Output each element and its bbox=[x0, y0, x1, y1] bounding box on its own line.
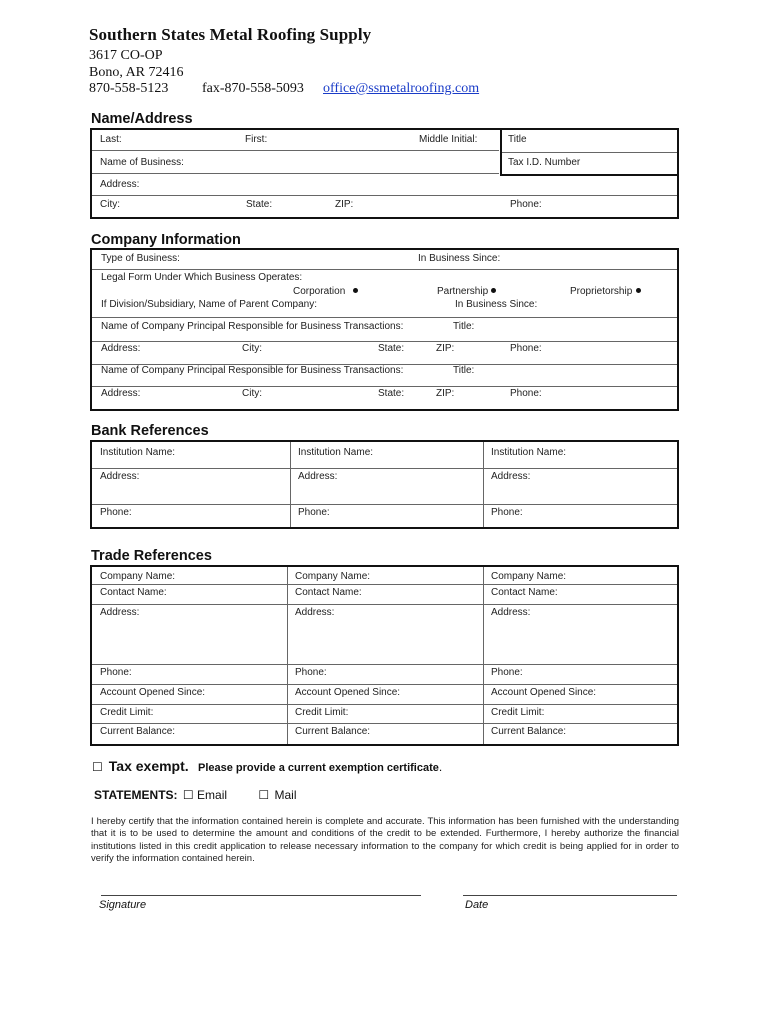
bank-address-row[interactable] bbox=[92, 469, 677, 505]
address-line-2: Bono, AR 72416 bbox=[89, 64, 184, 80]
bank-3-institution-label: Institution Name: bbox=[491, 447, 567, 458]
name-address-box bbox=[90, 128, 679, 219]
company-name: Southern States Metal Roofing Supply bbox=[89, 25, 372, 44]
bank-3-address-label: Address: bbox=[491, 471, 531, 482]
tax-exempt-label: Tax exempt bbox=[108, 758, 185, 774]
bank-institution-row[interactable] bbox=[92, 442, 677, 469]
mail-checkbox[interactable]: ☐ bbox=[258, 788, 270, 802]
trade-2-company-label: Company Name: bbox=[295, 571, 371, 582]
phone-label: Phone: bbox=[510, 199, 542, 210]
trade-3-phone-label: Phone: bbox=[491, 667, 523, 678]
trade-1-account-label: Account Opened Since: bbox=[100, 687, 206, 698]
partnership-radio[interactable] bbox=[491, 288, 496, 293]
principal-1-label: Name of Company Principal Responsible for Business Transactions: bbox=[101, 321, 404, 332]
corporation-label: Corporation bbox=[293, 286, 346, 297]
contact-line bbox=[89, 81, 509, 98]
trade-1-address-label: Address: bbox=[100, 607, 140, 618]
last-name-label: Last: bbox=[100, 134, 122, 145]
phone-number: 870-558-5123 bbox=[89, 81, 169, 96]
title-cell[interactable] bbox=[502, 130, 677, 153]
trade-3-address-label: Address: bbox=[491, 607, 531, 618]
first-name-label: First: bbox=[245, 134, 268, 145]
trade-1-balance-label: Current Balance: bbox=[100, 726, 176, 737]
state-label: State: bbox=[246, 199, 273, 210]
legal-form-row bbox=[92, 270, 677, 318]
tax-exempt-note: Please provide a current exemption certificate bbox=[198, 762, 439, 774]
principal-2-city-label: City: bbox=[242, 388, 262, 399]
statements-label: STATEMENTS: bbox=[94, 788, 178, 802]
trade-1-contact-label: Contact Name: bbox=[100, 587, 167, 598]
parent-since-label: In Business Since: bbox=[455, 299, 538, 310]
business-name-label: Name of Business: bbox=[100, 157, 184, 168]
principal-2-row[interactable] bbox=[92, 365, 677, 387]
bank-references-box bbox=[90, 440, 679, 529]
principal-1-title-label: Title: bbox=[453, 321, 475, 332]
principal-2-phone-label: Phone: bbox=[510, 388, 542, 399]
principal-1-address-row[interactable] bbox=[92, 342, 677, 365]
trade-references-title: Trade References bbox=[91, 548, 212, 564]
trade-2-address-label: Address: bbox=[295, 607, 335, 618]
partnership-label: Partnership bbox=[437, 286, 489, 297]
city-label: City: bbox=[100, 199, 120, 210]
in-business-since-label: In Business Since: bbox=[418, 253, 501, 264]
bank-2-institution-label: Institution Name: bbox=[298, 447, 374, 458]
principal-2-address-row[interactable] bbox=[92, 387, 677, 411]
trade-2-account-label: Account Opened Since: bbox=[295, 687, 401, 698]
trade-references-box bbox=[90, 565, 679, 746]
tax-exempt-period: . bbox=[184, 758, 189, 774]
city-row[interactable] bbox=[92, 196, 677, 219]
address-line-1: 3617 CO-OP bbox=[89, 48, 163, 63]
statements-row bbox=[94, 788, 297, 802]
corporation-radio[interactable] bbox=[353, 288, 358, 293]
address-row[interactable] bbox=[92, 174, 677, 196]
proprietorship-label: Proprietorship bbox=[570, 286, 633, 297]
bank-1-institution-label: Institution Name: bbox=[100, 447, 176, 458]
bank-3-phone-label: Phone: bbox=[491, 507, 523, 518]
trade-3-balance-label: Current Balance: bbox=[491, 726, 567, 737]
trade-credit-row[interactable] bbox=[92, 705, 677, 724]
type-of-business-label: Type of Business: bbox=[101, 253, 180, 264]
trade-2-contact-label: Contact Name: bbox=[295, 587, 362, 598]
zip-label: ZIP: bbox=[335, 199, 354, 210]
company-info-box bbox=[90, 248, 679, 411]
trade-account-row[interactable] bbox=[92, 685, 677, 705]
date-label: Date bbox=[465, 899, 489, 911]
name-address-title: Name/Address bbox=[91, 111, 193, 127]
principal-1-state-label: State: bbox=[378, 343, 405, 354]
principal-1-address-label: Address: bbox=[101, 343, 141, 354]
principal-2-zip-label: ZIP: bbox=[436, 388, 455, 399]
company-info-title: Company Information bbox=[91, 232, 241, 248]
principal-1-row[interactable] bbox=[92, 318, 677, 342]
trade-3-contact-label: Contact Name: bbox=[491, 587, 558, 598]
tax-exempt-note-end: . bbox=[438, 760, 443, 774]
principal-1-city-label: City: bbox=[242, 343, 262, 354]
trade-1-phone-label: Phone: bbox=[100, 667, 132, 678]
principal-2-state-label: State: bbox=[378, 388, 405, 399]
trade-2-phone-label: Phone: bbox=[295, 667, 327, 678]
trade-contact-row[interactable] bbox=[92, 585, 677, 605]
trade-company-row[interactable] bbox=[92, 567, 677, 585]
email-option-label: Email bbox=[197, 788, 228, 802]
legal-form-label: Legal Form Under Which Business Operates: bbox=[101, 272, 303, 283]
bank-1-phone-label: Phone: bbox=[100, 507, 132, 518]
bank-2-phone-label: Phone: bbox=[298, 507, 330, 518]
trade-1-credit-label: Credit Limit: bbox=[100, 707, 154, 718]
signature-line[interactable] bbox=[101, 895, 421, 896]
middle-initial-label: Middle Initial: bbox=[419, 134, 478, 145]
tax-id-label: Tax I.D. Number bbox=[508, 157, 581, 168]
tax-exempt-checkbox[interactable]: ☐ bbox=[92, 760, 103, 774]
tax-exempt-row bbox=[92, 758, 442, 774]
email-checkbox[interactable]: ☐ bbox=[182, 788, 194, 802]
parent-company-label: If Division/Subsidiary, Name of Parent Company: bbox=[101, 299, 318, 310]
name-row[interactable] bbox=[92, 130, 499, 151]
trade-3-company-label: Company Name: bbox=[491, 571, 567, 582]
business-name-row[interactable] bbox=[92, 151, 499, 174]
title-label: Title bbox=[508, 134, 527, 145]
bank-1-address-label: Address: bbox=[100, 471, 140, 482]
principal-2-label: Name of Company Principal Responsible for Business Transactions: bbox=[101, 365, 404, 376]
signature-label: Signature bbox=[99, 899, 147, 911]
principal-2-address-label: Address: bbox=[101, 388, 141, 399]
trade-2-balance-label: Current Balance: bbox=[295, 726, 371, 737]
principal-2-title-label: Title: bbox=[453, 365, 475, 376]
principal-1-zip-label: ZIP: bbox=[436, 343, 455, 354]
business-type-row[interactable] bbox=[92, 250, 677, 270]
trade-balance-row[interactable] bbox=[92, 724, 677, 744]
trade-phone-row[interactable] bbox=[92, 665, 677, 685]
certification-text: I hereby certify that the information contained herein is complete and accurate. This information has been furnished with the understanding that it is to be used to determine the amount and conditions of the credit to be extended. Furthermore, I hereby authorize the financial institutions listed in this credit application to release necessary information to the company for which credit is being applied for in order to verify the information contained herein. bbox=[91, 816, 679, 865]
email-link[interactable]: office@ssmetalroofing.com bbox=[323, 81, 480, 96]
trade-2-credit-label: Credit Limit: bbox=[295, 707, 349, 718]
tax-id-cell[interactable] bbox=[502, 153, 677, 176]
bank-phone-row[interactable] bbox=[92, 505, 677, 528]
fax-number: fax-870-558-5093 bbox=[202, 81, 304, 96]
principal-1-phone-label: Phone: bbox=[510, 343, 542, 354]
trade-1-company-label: Company Name: bbox=[100, 571, 176, 582]
trade-3-account-label: Account Opened Since: bbox=[491, 687, 597, 698]
bank-references-title: Bank References bbox=[91, 423, 209, 439]
bank-2-address-label: Address: bbox=[298, 471, 338, 482]
mail-option-label: Mail bbox=[274, 788, 297, 802]
proprietorship-radio[interactable] bbox=[636, 288, 641, 293]
company-header bbox=[89, 25, 509, 98]
trade-address-row[interactable] bbox=[92, 605, 677, 665]
address-label: Address: bbox=[100, 179, 140, 190]
date-line[interactable] bbox=[463, 895, 677, 896]
trade-3-credit-label: Credit Limit: bbox=[491, 707, 545, 718]
